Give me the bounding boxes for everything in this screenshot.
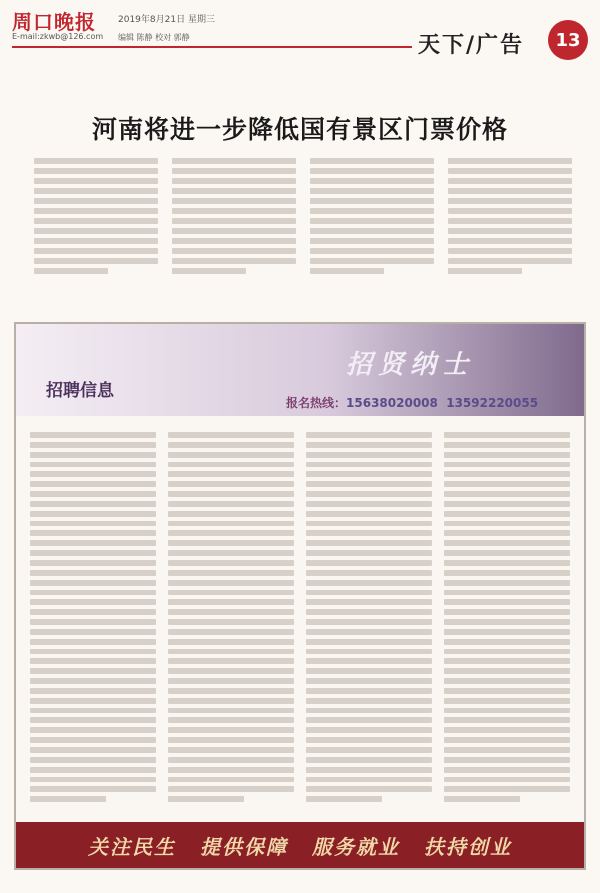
slogan-footer	[16, 822, 584, 868]
listing-column	[168, 432, 294, 802]
recruitment-title: 招聘信息	[46, 381, 114, 401]
masthead	[0, 0, 600, 72]
issue-date: 2019年8月21日 星期三	[118, 15, 215, 25]
page-section-tag: 天下/广告	[418, 32, 525, 58]
hotline-label: 报名热线：	[286, 396, 347, 410]
recruitment-brand-text: 招贤纳士	[346, 350, 475, 380]
slogan-item: 关注民生	[88, 834, 176, 859]
slogan-item: 提供保障	[200, 834, 288, 859]
page-number-badge: 13	[548, 20, 588, 60]
recruitment-hotline	[286, 394, 538, 411]
newspaper-logo: 周口晚报	[12, 10, 96, 34]
recruitment-listings	[30, 432, 570, 802]
listing-column	[30, 432, 156, 802]
article-headline: 河南将进一步降低国有景区门票价格	[91, 115, 508, 144]
slogan-item: 扶持创业	[424, 834, 512, 859]
listing-column	[444, 432, 570, 802]
article-column	[448, 158, 572, 306]
masthead-rule	[12, 46, 412, 48]
article-column	[34, 158, 158, 306]
article-column	[172, 158, 296, 306]
slogan-item: 服务就业	[312, 834, 400, 859]
editor-credits: 编辑 陈静 校对 郭静	[118, 33, 190, 42]
recruitment-ad	[14, 322, 586, 870]
contact-email: E-mail:zkwb@126.com	[12, 32, 104, 41]
listing-column	[306, 432, 432, 802]
article-column	[310, 158, 434, 306]
hotline-number-2: 13592220055	[446, 396, 539, 410]
article-body	[34, 158, 572, 306]
hotline-number-1: 15638020008	[346, 396, 438, 410]
recruitment-banner	[16, 324, 584, 416]
